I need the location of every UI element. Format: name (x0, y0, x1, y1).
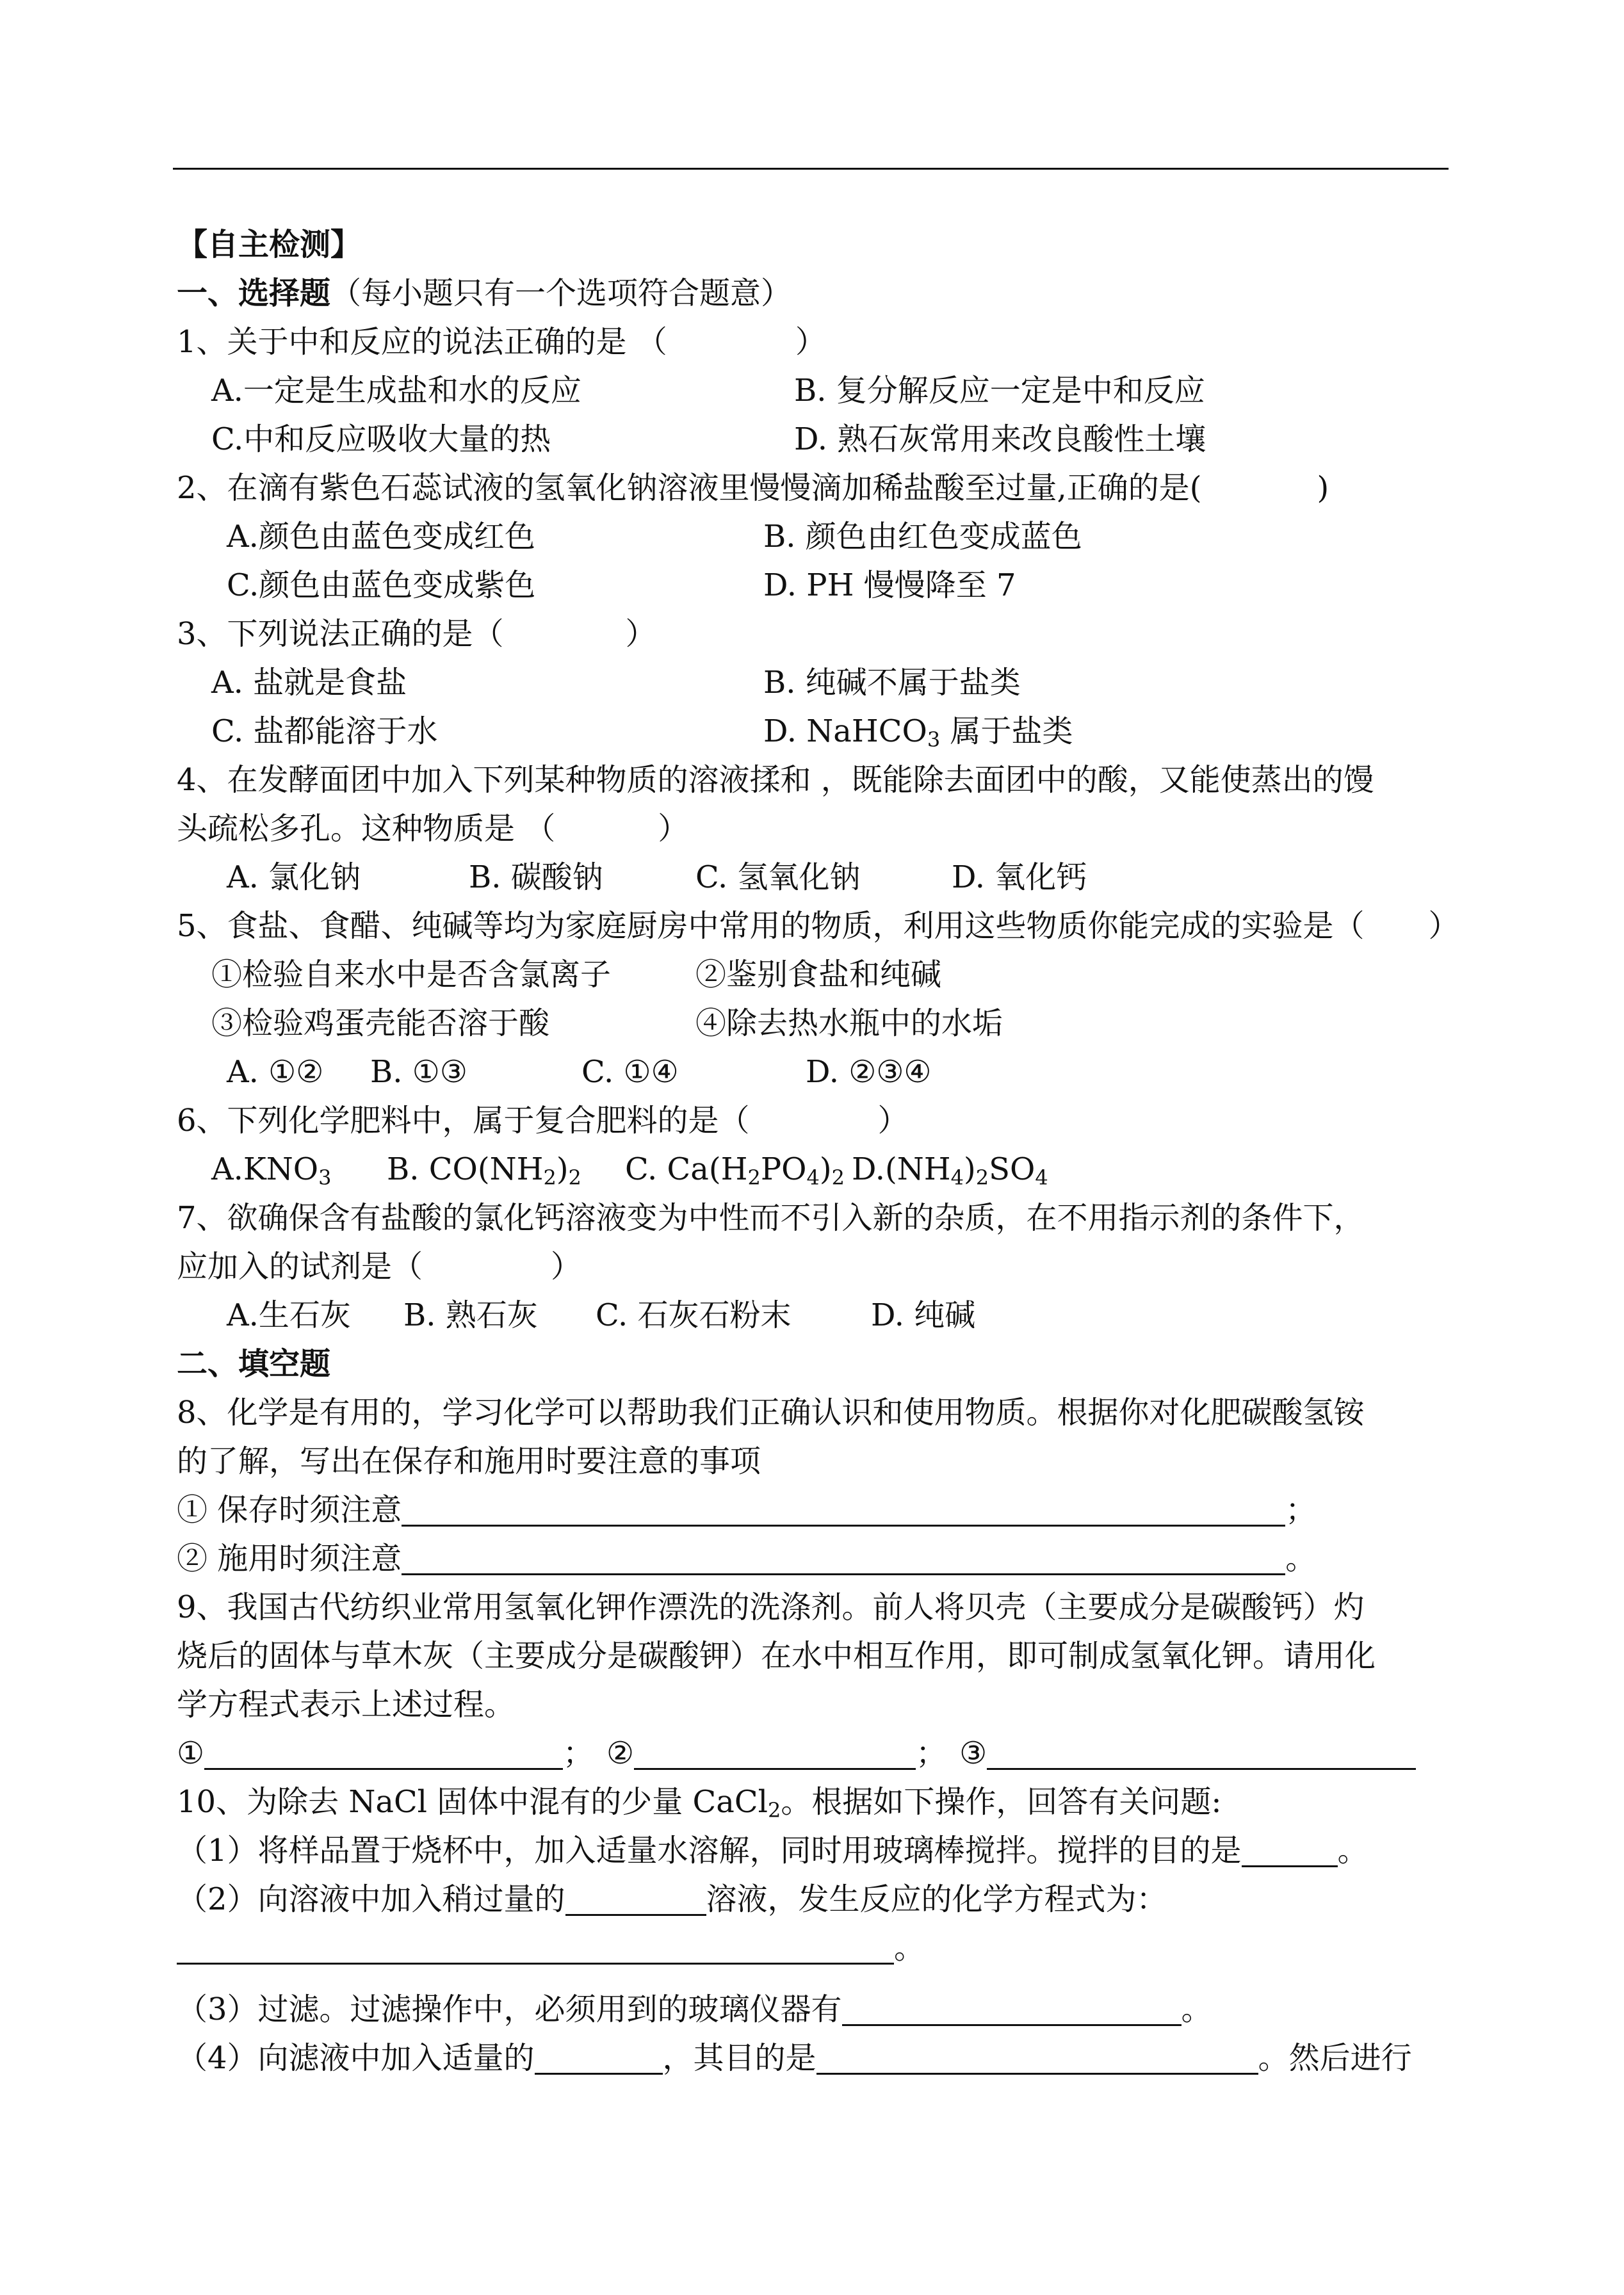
q2-option-a: A.颜色由蓝色变成红色 (227, 519, 535, 555)
q7-option-d: D. 纯碱 (871, 1297, 976, 1333)
q8-item-1 (177, 1491, 1316, 1529)
q7-option-a: A.生石灰 (227, 1297, 351, 1333)
q8-item-2 (177, 1539, 1316, 1578)
q6-option-d (852, 1150, 1048, 1188)
q8-item2-end: 。 (1285, 1541, 1317, 1577)
q3-stem-close: ） (625, 616, 656, 652)
q4-option-d: D. 氧化钙 (952, 859, 1087, 895)
q6-stem-close: ） (877, 1103, 909, 1139)
q4-option-b: B. 碳酸钠 (469, 859, 603, 895)
q6-b-pre: B. CO(NH (387, 1151, 544, 1187)
q9-line1: 9、我国古代纺织业常用氢氧化钾作漂洗的洗涤剂。前人将贝壳（主要成分是碳酸钙）灼 (177, 1589, 1365, 1625)
q6-d-sub: 4 (950, 1165, 964, 1190)
q9-blank-2[interactable] (634, 1737, 916, 1770)
q8-item1-end: ； (1285, 1492, 1317, 1528)
q7-line2-text: 应加入的试剂是（ (177, 1249, 423, 1285)
q10-step-1 (177, 1831, 1368, 1870)
q5-item-3: ③检验鸡蛋壳能否溶于酸 (211, 1005, 550, 1041)
q10-s4-pre: （4）向滤液中加入适量的 (177, 2040, 535, 2076)
q9-line2: 烧后的固体与草木灰（主要成分是碳酸钾）在水中相互作用，即可制成氢氧化钾。请用化 (177, 1638, 1376, 1674)
q9-mark-3: ③ (959, 1735, 987, 1771)
q3-option-d (763, 712, 1073, 750)
q3-option-a: A. 盐就是食盐 (211, 665, 407, 701)
q9-sep-1: ； (563, 1735, 594, 1771)
q6-c-sub: 2 (747, 1165, 761, 1190)
q10-step-2-equation (177, 1929, 925, 1967)
q5-stem-text: 5、食盐、食醋、纯碱等均为家庭厨房中常用的物质，利用这些物质你能完成的实验是（ (177, 908, 1365, 944)
q9-answer-line (177, 1734, 1416, 1772)
q6-c-pre: C. Ca(H (625, 1151, 748, 1187)
q5-option-b: B. ①③ (370, 1054, 467, 1090)
q10-blank-equation[interactable] (177, 1932, 894, 1965)
q10-stem-post: 。根据如下操作，回答有关问题: (781, 1784, 1222, 1820)
q4-option-a: A. 氯化钠 (227, 859, 361, 895)
q6-d-mid: ) (963, 1151, 976, 1187)
q8-line2: 的了解，写出在保存和施用时要注意的事项 (177, 1443, 761, 1479)
q6-b-sub2: 2 (568, 1165, 581, 1190)
q6-stem (177, 1101, 909, 1140)
q10-s1-end: 。 (1337, 1833, 1368, 1869)
q3-option-c: C. 盐都能溶于水 (211, 713, 438, 749)
q1-option-d: D. 熟石灰常用来改良酸性土壤 (794, 421, 1206, 457)
q1-stem-text: 1、关于中和反应的说法正确的是 （ (177, 324, 667, 360)
q6-option-a (211, 1150, 332, 1188)
q8-line1: 8、化学是有用的，学习化学可以帮助我们正确认识和使用物质。根据你对化肥碳酸氢铵 (177, 1395, 1365, 1431)
q9-mark-2: ② (606, 1735, 635, 1771)
q6-a-pre: A.KNO (211, 1151, 319, 1187)
q5-item-1: ①检验自来水中是否含氯离子 (211, 957, 612, 993)
part1-title: 一、选择题 (177, 275, 331, 311)
q4-option-c: C. 氢氧化钠 (695, 859, 861, 895)
q10-stem-sub: 2 (767, 1798, 781, 1822)
q10-blank-1[interactable] (1242, 1835, 1338, 1867)
header-rule (173, 168, 1449, 170)
q6-option-b (387, 1150, 581, 1188)
q6-b-post: ) (556, 1151, 569, 1187)
q3-d-sub: 3 (927, 727, 941, 752)
q10-s4-mid: ，其目的是 (662, 2040, 816, 2076)
q2-option-c: C.颜色由蓝色变成紫色 (227, 567, 536, 603)
q6-c-sub2: 4 (806, 1165, 820, 1190)
q10-s3-pre: （3）过滤。过滤操作中，必须用到的玻璃仪器有 (177, 1991, 842, 2027)
q1-option-a: A.一定是生成盐和水的反应 (211, 373, 581, 409)
q8-blank-2[interactable] (402, 1543, 1285, 1575)
q1-option-b: B. 复分解反应一定是中和反应 (794, 373, 1205, 409)
part1-heading (177, 274, 792, 312)
q5-option-d: D. ②③④ (806, 1054, 932, 1090)
q9-blank-3[interactable] (987, 1737, 1416, 1770)
q10-blank-2[interactable] (565, 1883, 706, 1916)
q6-b-sub: 2 (543, 1165, 556, 1190)
q5-item-2: ②鉴别食盐和纯碱 (695, 957, 942, 993)
q3-option-b: B. 纯碱不属于盐类 (763, 665, 1021, 701)
section-title: 【自主检测】 (177, 227, 362, 263)
q7-option-c: C. 石灰石粉末 (596, 1297, 792, 1333)
q9-mark-1: ① (177, 1735, 205, 1771)
q8-blank-1[interactable] (402, 1494, 1285, 1527)
q6-c-sub3: 2 (831, 1165, 845, 1190)
q10-s2-end: 。 (894, 1930, 925, 1966)
q3-stem (177, 615, 656, 653)
q7-line2 (177, 1247, 581, 1286)
q5-stem-close: ） (1428, 908, 1459, 944)
q6-c-post: ) (819, 1151, 832, 1187)
part2-heading: 二、填空题 (177, 1346, 331, 1382)
q10-step-2 (177, 1880, 1167, 1918)
q5-option-c: C. ①④ (581, 1054, 679, 1090)
q6-c-mid: PO (760, 1151, 807, 1187)
q6-d-post: SO (989, 1151, 1035, 1187)
q7-option-b: B. 熟石灰 (403, 1297, 538, 1333)
q2-option-b: B. 颜色由红色变成蓝色 (763, 519, 1082, 555)
q10-blank-3[interactable] (842, 1993, 1181, 2026)
q4-line1: 4、在发酵面团中加入下列某种物质的溶液揉和 ，既能除去面团中的酸，又能使蒸出的馒 (177, 762, 1374, 798)
q10-step-4 (177, 2039, 1412, 2077)
q2-stem-text: 2、在滴有紫色石蕊试液的氢氧化钠溶液里慢慢滴加稀盐酸至过量,正确的是( (177, 470, 1202, 506)
q6-d-pre: D.(NH (852, 1151, 951, 1187)
q10-s4-end: 。然后进行 (1258, 2040, 1412, 2076)
q10-s1-text: （1）将样品置于烧杯中，加入适量水溶解，同时用玻璃棒搅拌。搅拌的目的是 (177, 1833, 1242, 1869)
q2-stem (177, 469, 1329, 507)
q3-stem-text: 3、下列说法正确的是（ (177, 616, 504, 652)
q8-item1-label: ① 保存时须注意 (177, 1492, 402, 1528)
q10-blank-5[interactable] (816, 2042, 1258, 2075)
q10-stem (177, 1783, 1222, 1821)
q10-step-3 (177, 1990, 1212, 2029)
q6-option-c (625, 1150, 845, 1188)
q9-line3: 学方程式表示上述过程。 (177, 1687, 516, 1723)
q5-option-a: A. ①② (227, 1054, 324, 1090)
q6-d-sub2: 2 (975, 1165, 989, 1190)
q10-stem-pre: 10、为除去 NaCl 固体中混有的少量 CaCl (177, 1784, 768, 1820)
q3-d-post: 属于盐类 (940, 713, 1073, 749)
q4-line2-close: ） (658, 811, 689, 847)
part1-note: （每小题只有一个选项符合题意） (330, 275, 792, 311)
q5-stem (177, 907, 1459, 945)
q9-blank-1[interactable] (204, 1737, 563, 1770)
q4-line2 (177, 809, 688, 848)
q7-line1: 7、欲确保含有盐酸的氯化钙溶液变为中性而不引入新的杂质，在不用指示剂的条件下， (177, 1200, 1365, 1236)
q1-option-c: C.中和反应吸收大量的热 (211, 421, 551, 457)
q4-line2-text: 头疏松多孔。这种物质是 （ (177, 811, 556, 847)
q7-line2-close: ） (551, 1249, 582, 1285)
q3-d-pre: D. NaHCO (763, 713, 927, 749)
q6-d-sub3: 4 (1035, 1165, 1048, 1190)
q10-s2-pre: （2）向溶液中加入稍过量的 (177, 1881, 565, 1917)
q1-stem-close: ） (795, 324, 826, 360)
q2-option-d: D. PH 慢慢降至 7 (763, 567, 1016, 603)
q8-item2-label: ② 施用时须注意 (177, 1541, 402, 1577)
q6-a-sub: 3 (318, 1165, 332, 1190)
q5-item-4: ④除去热水瓶中的水垢 (695, 1005, 1003, 1041)
q1-stem (177, 323, 826, 361)
q6-stem-text: 6、下列化学肥料中，属于复合肥料的是（ (177, 1103, 750, 1139)
q10-s3-end: 。 (1181, 1991, 1212, 2027)
q2-stem-close: ) (1317, 470, 1329, 506)
q9-sep-2: ； (916, 1735, 947, 1771)
q10-s2-post: 溶液，发生反应的化学方程式为： (706, 1881, 1167, 1917)
q10-blank-4[interactable] (535, 2042, 663, 2075)
